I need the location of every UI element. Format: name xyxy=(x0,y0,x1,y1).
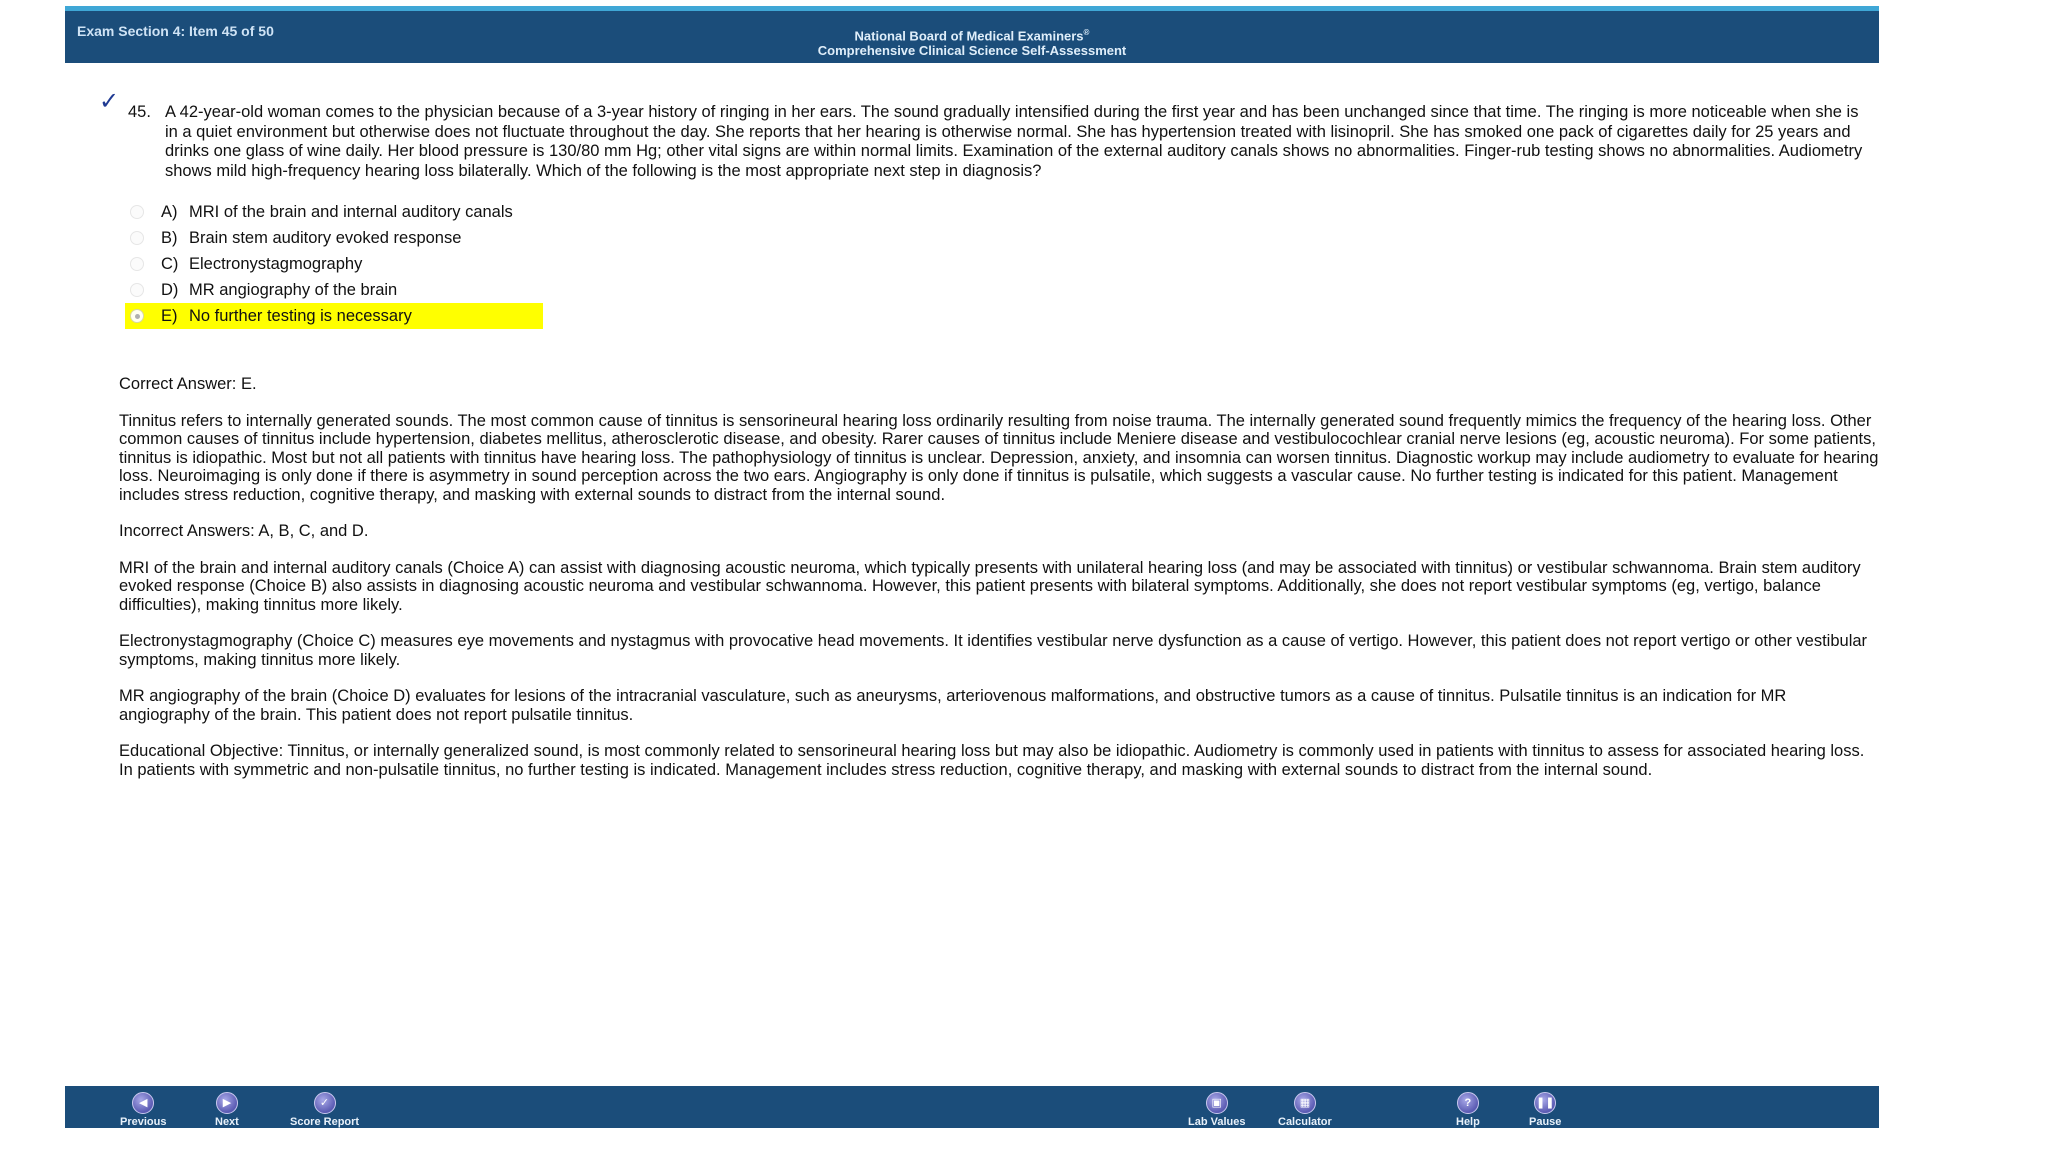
radio-selected-icon[interactable] xyxy=(130,309,144,323)
option-letter: D) xyxy=(161,280,179,299)
help-icon: ? xyxy=(1457,1092,1479,1114)
calculator-button[interactable]: ▦ Calculator xyxy=(1278,1092,1332,1128)
help-button[interactable]: ? Help xyxy=(1456,1092,1480,1128)
radio-icon[interactable] xyxy=(130,257,144,271)
header-title: National Board of Medical Examiners® xyxy=(854,28,1090,44)
radio-icon[interactable] xyxy=(130,231,144,245)
answer-options xyxy=(125,199,543,329)
explanation-paragraph: Electronystagmography (Choice C) measures eye movements and nystagmus with provocative head movements. It identifies vestibular nerve dysfunction as a cause of vertigo. However, this patient does not report vertigo or other vestibular symptoms, making tinnitus more likely. xyxy=(119,632,1868,669)
option-text: MR angiography of the brain xyxy=(189,280,398,299)
option-letter: C) xyxy=(161,254,179,273)
explanation xyxy=(119,375,1879,797)
lab-values-button[interactable]: ▣ Lab Values xyxy=(1188,1092,1245,1128)
header-subtitle: Comprehensive Clinical Science Self-Assessment xyxy=(817,43,1127,59)
radio-icon[interactable] xyxy=(130,283,144,297)
next-button[interactable]: ▶ Next xyxy=(215,1092,239,1128)
pause-button[interactable]: ❚❚ Pause xyxy=(1529,1092,1561,1128)
option-letter: A) xyxy=(161,202,178,221)
option-b[interactable] xyxy=(125,225,543,251)
option-d[interactable] xyxy=(125,277,543,303)
marked-checkmark-icon[interactable]: ✓ xyxy=(99,88,120,115)
option-text: No further testing is necessary xyxy=(189,306,412,325)
option-text: Electronystagmography xyxy=(189,254,363,273)
calculator-icon: ▦ xyxy=(1294,1092,1316,1114)
option-text: MRI of the brain and internal auditory canals xyxy=(189,202,513,221)
pause-icon: ❚❚ xyxy=(1534,1092,1556,1114)
check-icon: ✓ xyxy=(314,1092,336,1114)
option-letter: E) xyxy=(161,306,178,325)
header-title-block xyxy=(65,25,1879,58)
explanation-paragraph: MRI of the brain and internal auditory canals (Choice A) can assist with diagnosing acoustic neuroma, which typically presents with unilateral hearing loss (and may be associated with tinnitus) or vestibular schwannoma. Brain stem auditory evoked response (Choice B) also assists in diagnosing acoustic neuroma and vestibular schwannoma. However, this patient presents with bilateral symptoms. Additionally, she does not report vestibular symptoms (eg, vertigo, balance difficulties), making tinnitus more likely. xyxy=(119,558,1861,614)
previous-button[interactable]: ◀ Previous xyxy=(120,1092,166,1128)
explanation-paragraph: Tinnitus refers to internally generated sounds. The most common cause of tinnitus is sensorineural hearing loss ordinarily resulting from noise trauma. The internally generated sound frequently mimics the frequency of the hearing loss. Other common causes of tinnitus include hypertension, diabetes mellitus, atherosclerotic disease, and obesity. Rarer causes of tinnitus include Meniere disease and vestibulocochlear cranial nerve lesions (eg, acoustic neuroma). For some patients, tinnitus is idiopathic. Most but not all patients with tinnitus have hearing loss. The pathophysiology of tinnitus is unclear. Depression, anxiety, and insomnia can worsen tinnitus. Diagnostic workup may include audiometry to evaluate for hearing loss. Neuroimaging is only done if there is asymmetry in sound perception across the two ears. Angiography is only done if tinnitus is pulsatile, which suggests a vascular cause. No further testing is indicated for this patient. Management includes stress reduction, cognitive therapy, and masking with external sounds to distract from the internal sound. xyxy=(119,411,1879,504)
bottom-toolbar xyxy=(65,1086,1879,1128)
educational-objective: Educational Objective: Tinnitus, or internally generalized sound, is most commonly related to sensorineural hearing loss but may also be idiopathic. Audiometry is commonly used in patients with tinnitus to assess for associated hearing loss. In patients with symmetric and non-pulsatile tinnitus, no further testing is indicated. Management includes stress reduction, cognitive therapy, and masking with external sounds to distract from the internal sound. xyxy=(119,742,1865,779)
option-c[interactable] xyxy=(125,251,543,277)
left-arrow-icon: ◀ xyxy=(132,1092,154,1114)
question-number: 45. xyxy=(128,103,151,121)
exam-header xyxy=(65,6,1879,63)
registered-mark: ® xyxy=(1083,28,1090,37)
question-stem: A 42-year-old woman comes to the physician because of a 3-year history of ringing in her ears. The sound gradually intensified during the first year and has been unchanged since that time. The ringing is more noticeable when she is in a quiet environment but otherwise does not fluctuate throughout the day. She reports that her hearing is otherwise normal. She has hypertension treated with lisinopril. She has smoked one pack of cigarettes daily for 25 years and drinks one glass of wine daily. Her blood pressure is 130/80 mm Hg; other vital signs are within normal limits. Examination of the external auditory canals shows no abnormalities. Finger-rub testing shows no abnormalities. Audiometry shows mild high-frequency hearing loss bilaterally. Which of the following is the most appropriate next step in diagnosis? xyxy=(165,103,1863,180)
score-report-button[interactable]: ✓ Score Report xyxy=(290,1092,359,1128)
incorrect-answers: Incorrect Answers: A, B, C, and D. xyxy=(119,522,369,540)
option-a[interactable] xyxy=(125,199,543,225)
option-text: Brain stem auditory evoked response xyxy=(189,228,462,247)
correct-answer: Correct Answer: E. xyxy=(119,375,257,393)
option-letter: B) xyxy=(161,228,178,247)
section-item-counter: Exam Section 4: Item 45 of 50 xyxy=(77,23,274,39)
lab-icon: ▣ xyxy=(1206,1092,1228,1114)
option-e[interactable] xyxy=(125,303,543,329)
explanation-paragraph: MR angiography of the brain (Choice D) evaluates for lesions of the intracranial vasculature, such as aneurysms, arteriovenous malformations, and obstructive tumors as a cause of tinnitus. Pulsatile tinnitus is an indication for MR angiography of the brain. This patient does not report pulsatile tinnitus. xyxy=(119,687,1787,724)
radio-icon[interactable] xyxy=(130,205,144,219)
right-arrow-icon: ▶ xyxy=(216,1092,238,1114)
